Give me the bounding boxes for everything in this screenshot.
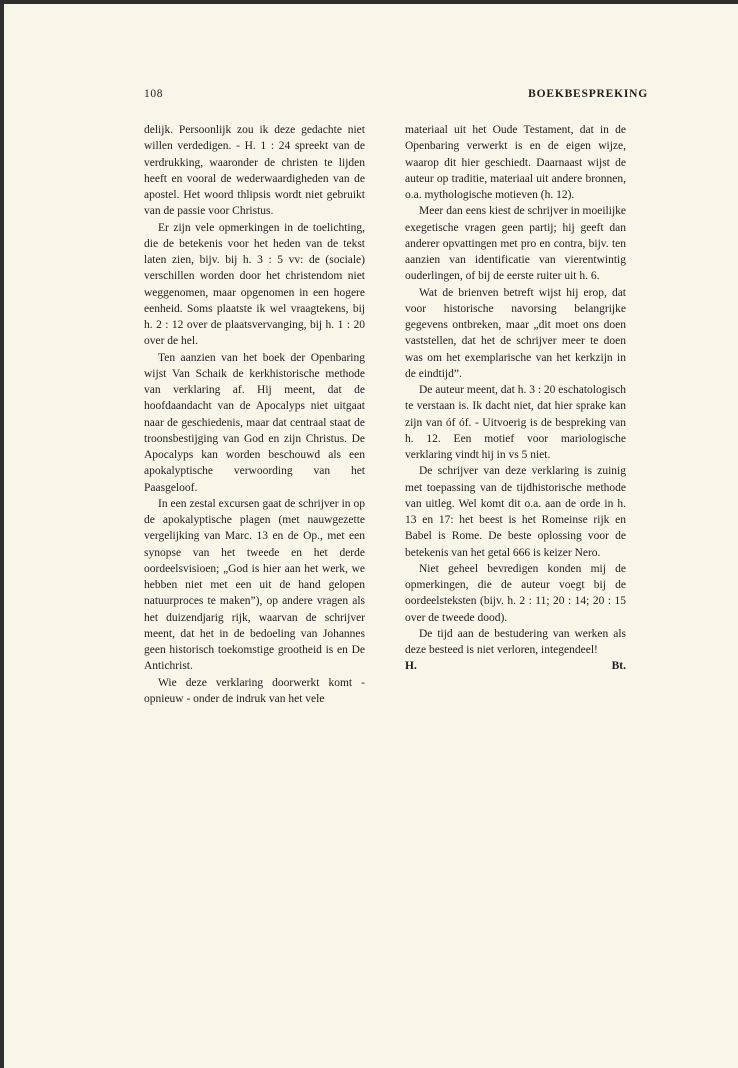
left-column (144, 122, 365, 707)
signature (405, 658, 626, 674)
paragraph: Niet geheel bevredigen konden mij de opmerkingen, die de auteur voegt bij de oordeelsteksten (bijv. h. 2 : 11; 20 : 14; 20 : 15 over de tweede dood). (405, 562, 626, 624)
paragraph: Ten aanzien van het boek der Openbaring wijst Van Schaik de kerkhistorische methode van verklaring af. Hij meent, dat de hoofdaandacht van de Apocalyps niet uitgaat naar de geschiedenis, maar dat centraal staat de troonsbestijging van God en zijn Christus. De Apocalyps kan worden beschouwd als een apokalyptische verwoording van het Paasgeloof. (144, 351, 365, 494)
paragraph: Wie deze verklaring doorwerkt komt - opnieuw - onder de indruk van het vele (144, 676, 365, 705)
section-title: BOEKBESPREKING (528, 88, 648, 100)
signature-reviewer: Bt. (611, 660, 626, 673)
paragraph: De schrijver van deze verklaring is zuinig met toepassing van de tijdhistorische methode van uitleg. Wel komt dit o.a. aan de orde in h. 13 en 17: het beest is het Romeinse rijk en Babel is Rome. De beste oplossing voor de betekenis van het getal 666 is keizer Nero. (405, 465, 626, 559)
paragraph: Er zijn vele opmerkingen in de toelichting, die de betekenis voor het heden van de tekst laten zien, bijv. bij h. 3 : 5 vv: de (sociale) verschillen worden door het christendom niet weggenomen, maar opgenomen in een hogere eenheid. Soms plaatste ik wel vraagtekens, bij h. 2 : 12 over de plaatsvervanging, bij h. 1 : 20 over de hel. (144, 221, 365, 348)
right-column (405, 122, 626, 675)
paragraph: De auteur meent, dat h. 3 : 20 eschatologisch te verstaan is. Ik dacht niet, dat hier sprake kan zijn van óf óf. - Uitvoerig is de bespreking van h. 12. Een motief voor mariologische verklaring vindt hij in vs 5 niet. (405, 384, 626, 461)
paragraph: In een zestal excursen gaat de schrijver in op de apokalyptische plagen (met nauwgezette vergelijking van Marc. 13 en de Op., met een synopse van het tweede en het derde oordeelsvisioen; „God is hier aan het werk, we hebben niet met een uit de hand gelopen natuurproces te maken”), op andere vragen als het duizendjarig rijk, waarvan de schrijver meent, dat het in de bedoeling van Johannes geen historisch toekomstige grootheid is en De Antichrist. (144, 497, 365, 673)
paragraph: materiaal uit het Oude Testament, dat in de Openbaring verwerkt is en de eigen wijze, waarop dit hier geschiedt. Daarnaast wijst de auteur op traditie, materiaal uit andere bronnen, o.a. mythologische motieven (h. 12). (405, 124, 626, 201)
page-number: 108 (144, 88, 164, 100)
paragraph: Wat de brienven betreft wijst hij erop, dat voor historische navorsing belangrijke gegevens ontbreken, maar „dit moet ons doen vaststellen, dat het de schrijver meer te doen was om het exemplarische van het kerkzijn in de eindtijd”. (405, 286, 626, 380)
book-page (4, 4, 738, 1068)
signature-initial: H. (405, 660, 417, 673)
paragraph: De tijd aan de bestudering van werken als deze besteed is niet verloren, integendeel! (405, 627, 626, 656)
paragraph: Meer dan eens kiest de schrijver in moeilijke exegetische vragen geen partij; hij geeft dan anderer opvattingen met pro en contra, bijv. ten aanzien van identificatie van vierentwintig ouderlingen, of bij de eerste ruiter uit h. 6. (405, 205, 626, 283)
paragraph: delijk. Persoonlijk zou ik deze gedachte niet willen verdedigen. - H. 1 : 24 spreekt van de verdrukking, waaronder de christen te lijden heeft en vooral de wederwaardigheden van de apostel. Het woord thlipsis wordt niet gebruikt van de passie voor Christus. (144, 124, 365, 218)
